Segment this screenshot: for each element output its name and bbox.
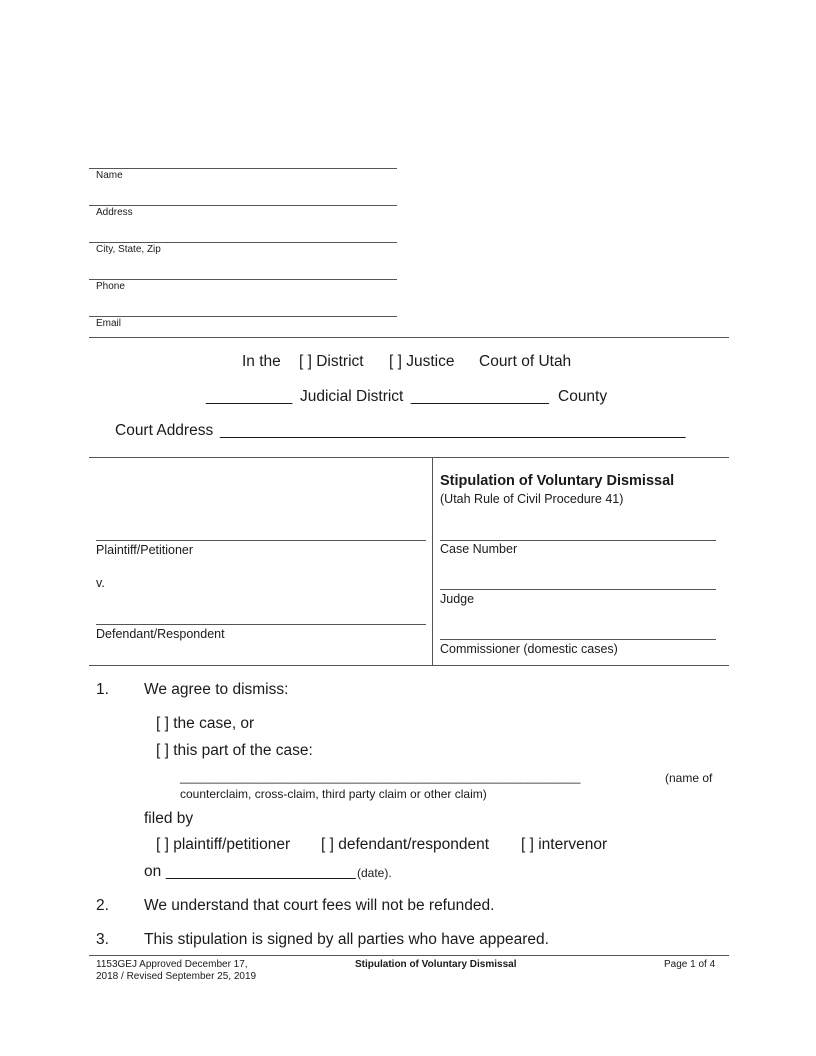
name-label: Name xyxy=(96,170,123,181)
footer-title: Stipulation of Voluntary Dismissal xyxy=(355,959,517,970)
caption-bottom-rule xyxy=(89,665,729,666)
caption-divider xyxy=(432,457,433,665)
district-checkbox[interactable]: [ ] District xyxy=(299,353,364,370)
date-note: (date). xyxy=(357,866,392,880)
footer-page-number: Page 1 of 4 xyxy=(664,959,716,970)
judicial-district-label: Judicial District xyxy=(300,388,404,405)
name-line xyxy=(89,168,397,169)
claim-name-blank[interactable]: ____________________________________________________________ xyxy=(180,770,581,784)
judge-label: Judge xyxy=(440,592,475,606)
county-blank[interactable]: ________________ xyxy=(411,388,549,405)
footer-form-id-line-1: 1153GEJ Approved December 17, xyxy=(96,959,248,970)
court-of-utah-text: Court of Utah xyxy=(479,353,572,370)
intervenor-checkbox[interactable]: [ ] intervenor xyxy=(521,836,608,853)
claim-note-a: (name of xyxy=(665,771,713,785)
city-line xyxy=(89,242,397,243)
filed-by-label: filed by xyxy=(144,810,194,827)
commissioner-label: Commissioner (domestic cases) xyxy=(440,642,618,656)
address-label: Address xyxy=(96,207,133,218)
item-3-text: This stipulation is signed by all parties who have appeared. xyxy=(144,931,549,948)
dismiss-part-checkbox[interactable]: [ ] this part of the case: xyxy=(156,742,313,759)
date-blank[interactable]: ______________________ xyxy=(166,863,356,880)
plaintiff-petitioner-checkbox[interactable]: [ ] plaintiff/petitioner xyxy=(156,836,291,853)
plaintiff-line xyxy=(96,540,426,541)
versus-text: v. xyxy=(96,576,105,590)
defendant-line xyxy=(96,624,426,625)
commissioner-line xyxy=(440,639,716,640)
case-number-label: Case Number xyxy=(440,542,518,556)
document-subtitle: (Utah Rule of Civil Procedure 41) xyxy=(440,492,624,506)
county-label: County xyxy=(558,388,608,405)
defendant-label: Defendant/Respondent xyxy=(96,627,225,641)
dismiss-case-checkbox[interactable]: [ ] the case, or xyxy=(156,715,255,732)
item-2-text: We understand that court fees will not be refunded. xyxy=(144,897,495,914)
plaintiff-label: Plaintiff/Petitioner xyxy=(96,543,194,557)
judge-line xyxy=(440,589,716,590)
email-label: Email xyxy=(96,318,122,329)
email-line xyxy=(89,316,397,317)
case-number-line xyxy=(440,540,716,541)
document-title: Stipulation of Voluntary Dismissal xyxy=(440,473,675,489)
address-line xyxy=(89,205,397,206)
item-1-number: 1. xyxy=(96,681,109,698)
justice-checkbox[interactable]: [ ] Justice xyxy=(389,353,455,370)
item-2-number: 2. xyxy=(96,897,109,914)
court-address-label: Court Address xyxy=(115,422,214,439)
court-address-blank[interactable]: ______________________________________________________ xyxy=(220,422,686,439)
city-state-zip-label: City, State, Zip xyxy=(96,244,161,255)
phone-line xyxy=(89,279,397,280)
caption-top-rule xyxy=(89,457,729,458)
in-the-text: In the xyxy=(242,353,281,370)
footer-form-id-line-2: 2018 / Revised September 25, 2019 xyxy=(96,971,257,982)
claim-note-b: counterclaim, cross-claim, third party claim or other claim) xyxy=(180,787,487,801)
court-header-top-rule xyxy=(89,337,729,338)
item-1-text: We agree to dismiss: xyxy=(144,681,289,698)
footer-rule xyxy=(89,955,729,956)
on-label: on xyxy=(144,863,162,880)
item-3-number: 3. xyxy=(96,931,109,948)
defendant-respondent-checkbox[interactable]: [ ] defendant/respondent xyxy=(321,836,490,853)
judicial-district-blank[interactable]: __________ xyxy=(206,388,293,405)
phone-label: Phone xyxy=(96,281,125,292)
